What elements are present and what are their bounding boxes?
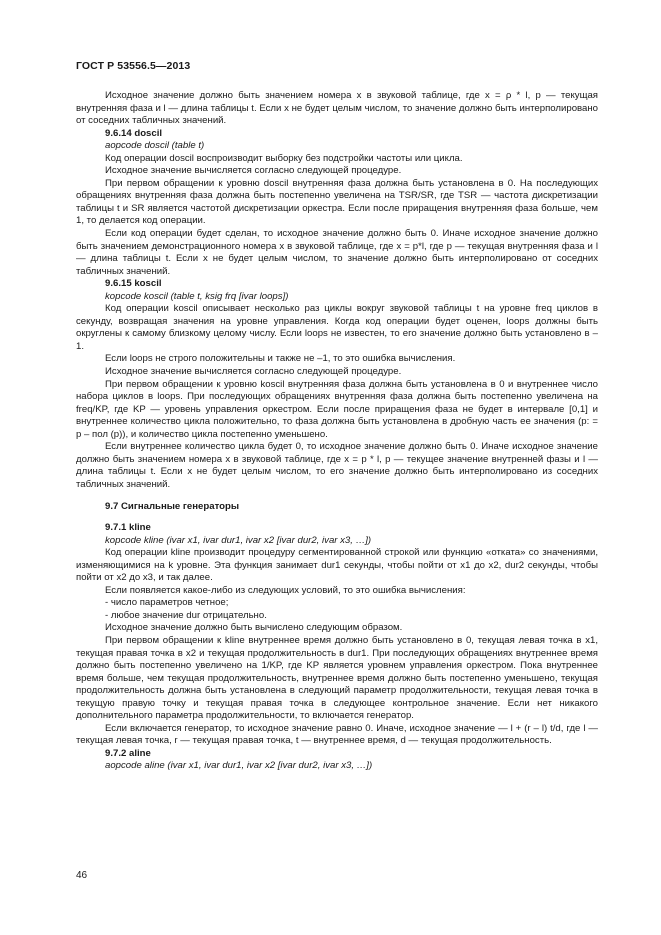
body-paragraph: При первом обращении к уровню koscil внутренняя фаза должна быть установлена в 0 и внутреннее число набора циклов в loops. При последующих обращениях внутренняя фаза должна быть постепенно увеличена на freq/KP, где KP — уровень управления оркестром. Если после приращения фаза не будет в интервале [0,1] и внутреннее количество цикла положительно, то фаза должна быть установлена в дробную часть ее значения (p: = p – пол (p)), и количество цикла постепенно уменьшено. (76, 378, 598, 440)
section-heading: 9.7 Сигнальные генераторы (105, 500, 240, 512)
section-heading: 9.6.15 koscil (105, 278, 162, 290)
body-paragraph: Исходное значение вычисляется согласно следующей процедуре. (105, 366, 402, 378)
body-paragraph: Код операции doscil воспроизводит выборку без подстройки частоты или цикла. (105, 152, 463, 164)
body-paragraph: При первом обращении к kline внутреннее время должно быть установлено в 0, текущая левая точка в x1, текущая правая точка в x2 и текущая продолжительность в dur1. При последующих обращениях внутреннее время должно быть постепенно увеличено на 1/KP, где KP является уровнем управления оркестром. Пока внутреннее время больше, чем текущая продолжительность, внутреннее время должно быть постепенно уменьшено, текущая продолжительность должна быть установлена в следующий параметр продолжительности, текущая левая точка в текущую правую точку и текущая правая точка в следующее контрольное значение. Если нет никакого дополнительного параметра продолжительности, то включается генератор. (76, 634, 598, 722)
body-paragraph: - число параметров четное; (105, 597, 229, 609)
body-paragraph: Код операции kline производит процедуру сегментированной строкой или функцию «отката» со значениями, изменяющимися на k уровне. Эта функция занимает dur1 секунды, чтобы пойти от x1 до x2, dur2 секунды, чтобы пойти от x2 до x3, и так далее. (76, 547, 598, 584)
body-paragraph: При первом обращении к уровню doscil внутренняя фаза должна быть установлена в 0. На последующих обращениях внутренняя фаза должна быть постепенно увеличена на TSR/SR, где TSR — частота дискретизации таблицы t и SR является частотой дискретизации оркестра. Если после приращения внутренняя фаза больше, чем 1, то делается код операции. (76, 177, 598, 227)
body-paragraph: Если включается генератор, то исходное значение равно 0. Иначе, исходное значение — l + (r – l) t/d, где l — текущая левая точка, r — текущая правая точка, t — внутреннее время, d — текущая продолжительность. (76, 722, 598, 747)
opcode-signature: kopcode koscil (table t, ksig frq [ivar loops]) (105, 290, 289, 302)
opcode-signature: aopcode doscil (table t) (105, 140, 205, 152)
document-header: ГОСТ Р 53556.5—2013 (76, 60, 191, 72)
body-paragraph: Исходное значение должно быть значением номера x в звуковой таблице, где x = ρ * l, p — текущая внутренняя фаза и l — длина таблицы t. Если x не будет целым числом, то значение должно быть интерполировано от соседних табличных значений. (76, 90, 598, 127)
body-paragraph: Если появляется какое-либо из следующих условий, то это ошибка вычисления: (105, 584, 466, 596)
body-paragraph: Если loops не строго положительны и также не –1, то это ошибка вычисления. (105, 353, 456, 365)
section-heading: 9.7.1 kline (105, 522, 151, 534)
opcode-signature: kopcode kline (ivar x1, ivar dur1, ivar x2 [ivar dur2, ivar x3, …]) (105, 534, 372, 546)
document-body (76, 90, 598, 773)
page-number: 46 (76, 870, 88, 881)
opcode-signature: aopcode aline (ivar x1, ivar dur1, ivar x2 [ivar dur2, ivar x3, …]) (105, 760, 373, 772)
body-paragraph: Исходное значение должно быть вычислено следующим образом. (105, 622, 403, 634)
section-heading: 9.6.14 doscil (105, 127, 163, 139)
body-paragraph: Если код операции будет сделан, то исходное значение должно быть 0. Иначе исходное значение должно быть значением демонстрационного номера x в звуковой таблице, где x = p*l, где p — текущая внутренняя фаза и l — длина таблицы t. Если x не будет целым числом, то значение должно быть интерполировано от соседних табличных значений. (76, 228, 598, 277)
body-paragraph: - любое значение dur отрицательно. (105, 609, 267, 621)
section-heading: 9.7.2 aline (105, 747, 151, 759)
body-paragraph: Код операции koscil описывает несколько раз циклы вокруг звуковой таблицы t на уровне freq циклов в секунду, возвращая значения на уровне управления. Когда код операции будет оценен, loops должны быть округлены к самому близкому целому числу. Если loops не известен, то его значение должно быть установлено в –1. (76, 303, 598, 352)
body-paragraph: Если внутреннее количество цикла будет 0, то исходное значение должно быть 0. Иначе исходное значение должно быть значением номера x в звуковой таблице, где x = p * l, p — текущее значение внутренней фазы и l — длина таблицы t. Если x не будет целым числом, то его значение должно быть интерполировано из соседних табличных значений. (76, 441, 598, 490)
body-paragraph: Исходное значение вычисляется согласно следующей процедуре. (105, 165, 402, 177)
